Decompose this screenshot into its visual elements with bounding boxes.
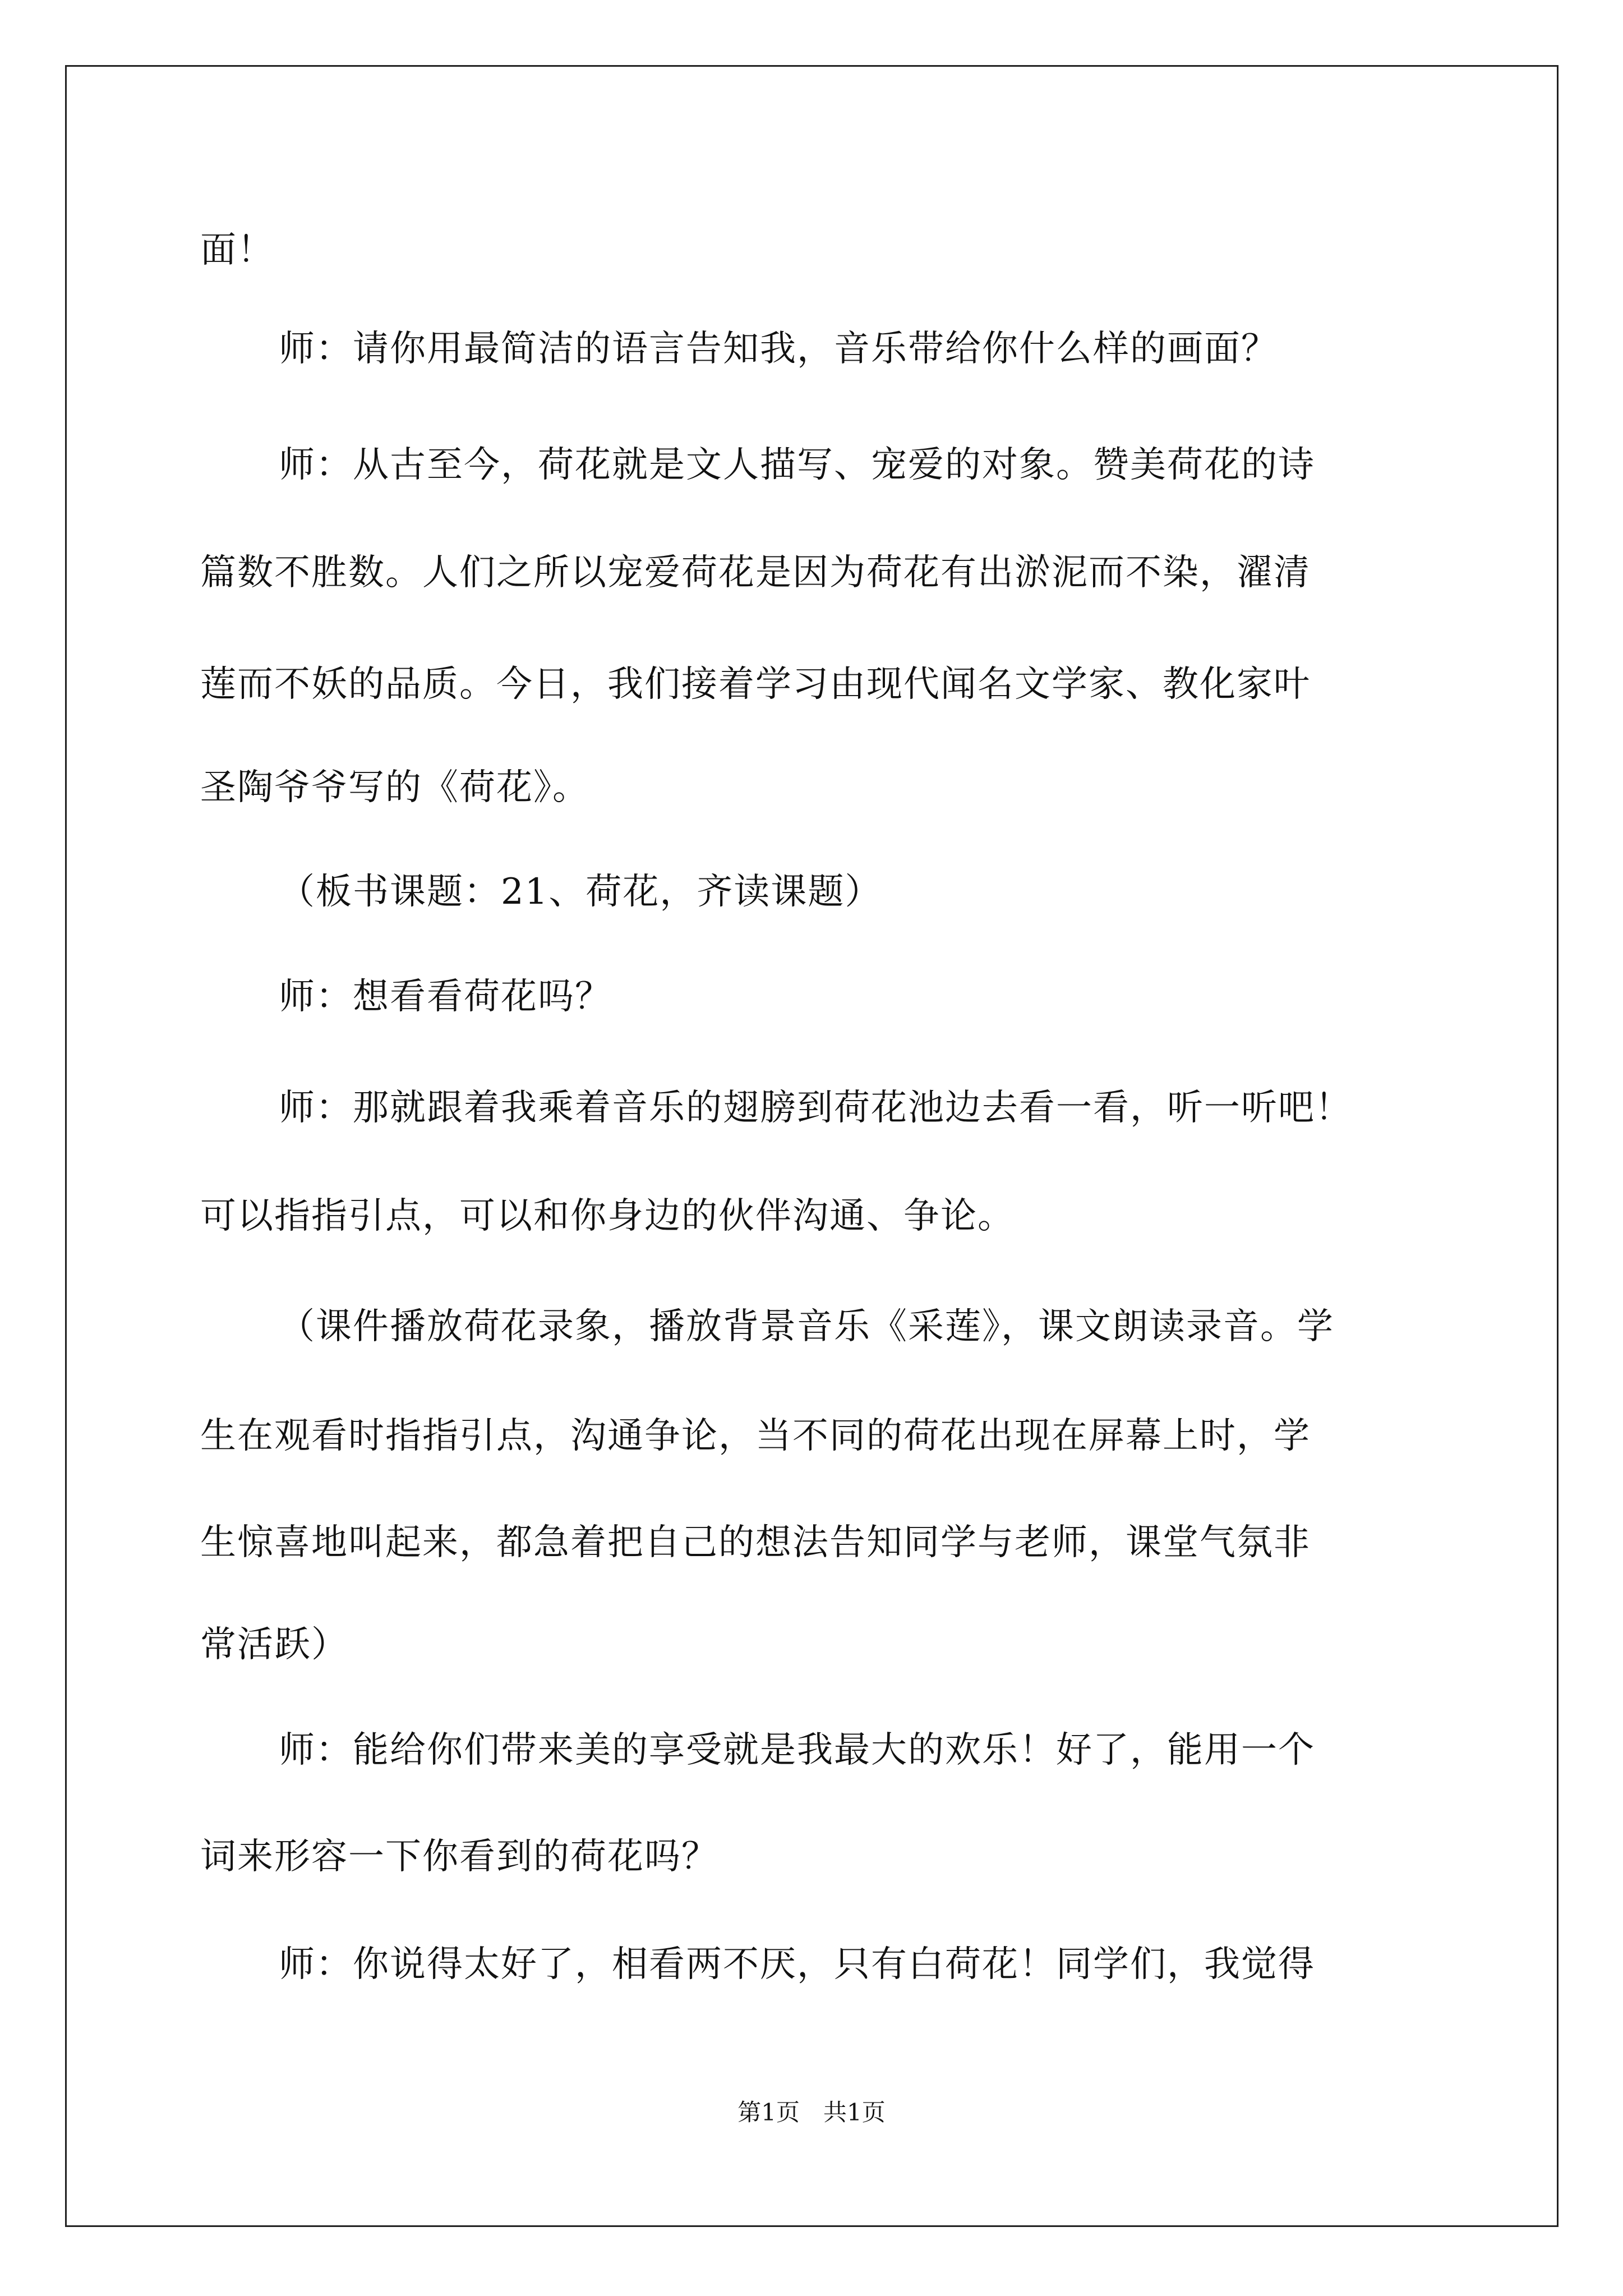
- text-line: 师：那就跟着我乘着音乐的翅膀到荷花池边去看一看，听一听吧！: [279, 1087, 1352, 1129]
- page-footer: 第1页 共1页: [737, 2099, 886, 2126]
- text-line: 师：能给你们带来美的享受就是我最大的欢乐！好了，能用一个: [279, 1729, 1315, 1771]
- text-line: 师：你说得太好了，相看两不厌，只有白荷花！同学们，我觉得: [279, 1944, 1315, 1985]
- text-line: 词来形容一下你看到的荷花吗？: [200, 1836, 718, 1878]
- text-line: 生惊喜地叫起来，都急着把自己的想法告知同学与老师，课堂气氛非: [200, 1522, 1311, 1563]
- text-line: 生在观看时指指引点，沟通争论，当不同的荷花出现在屏幕上时，学: [200, 1415, 1311, 1457]
- text-line: 篇数不胜数。人们之所以宠爱荷花是因为荷花有出淤泥而不染，濯清: [200, 552, 1311, 593]
- text-line: 师：从古至今，荷花就是文人描写、宠爱的对象。赞美荷花的诗: [279, 444, 1315, 486]
- text-line: 莲而不妖的品质。今日，我们接着学习由现代闻名文学家、教化家叶: [200, 664, 1311, 705]
- text-line: （课件播放荷花录象，播放背景音乐《采莲》，课文朗读录音。学: [279, 1306, 1334, 1347]
- text-line: 师：想看看荷花吗？: [279, 976, 612, 1018]
- text-line: 面！: [200, 229, 274, 271]
- text-line: 可以指指引点，可以和你身边的伙伴沟通、争论。: [200, 1195, 1015, 1237]
- page-border: [65, 65, 1559, 2227]
- text-line: 圣陶爷爷写的《荷花》。: [200, 767, 589, 808]
- text-line: 师：请你用最简洁的语言告知我，音乐带给你什么样的画面？: [279, 328, 1278, 370]
- text-line: 常活跃）: [200, 1624, 348, 1665]
- text-line: （板书课题：21、荷花，齐读课题）: [279, 871, 882, 913]
